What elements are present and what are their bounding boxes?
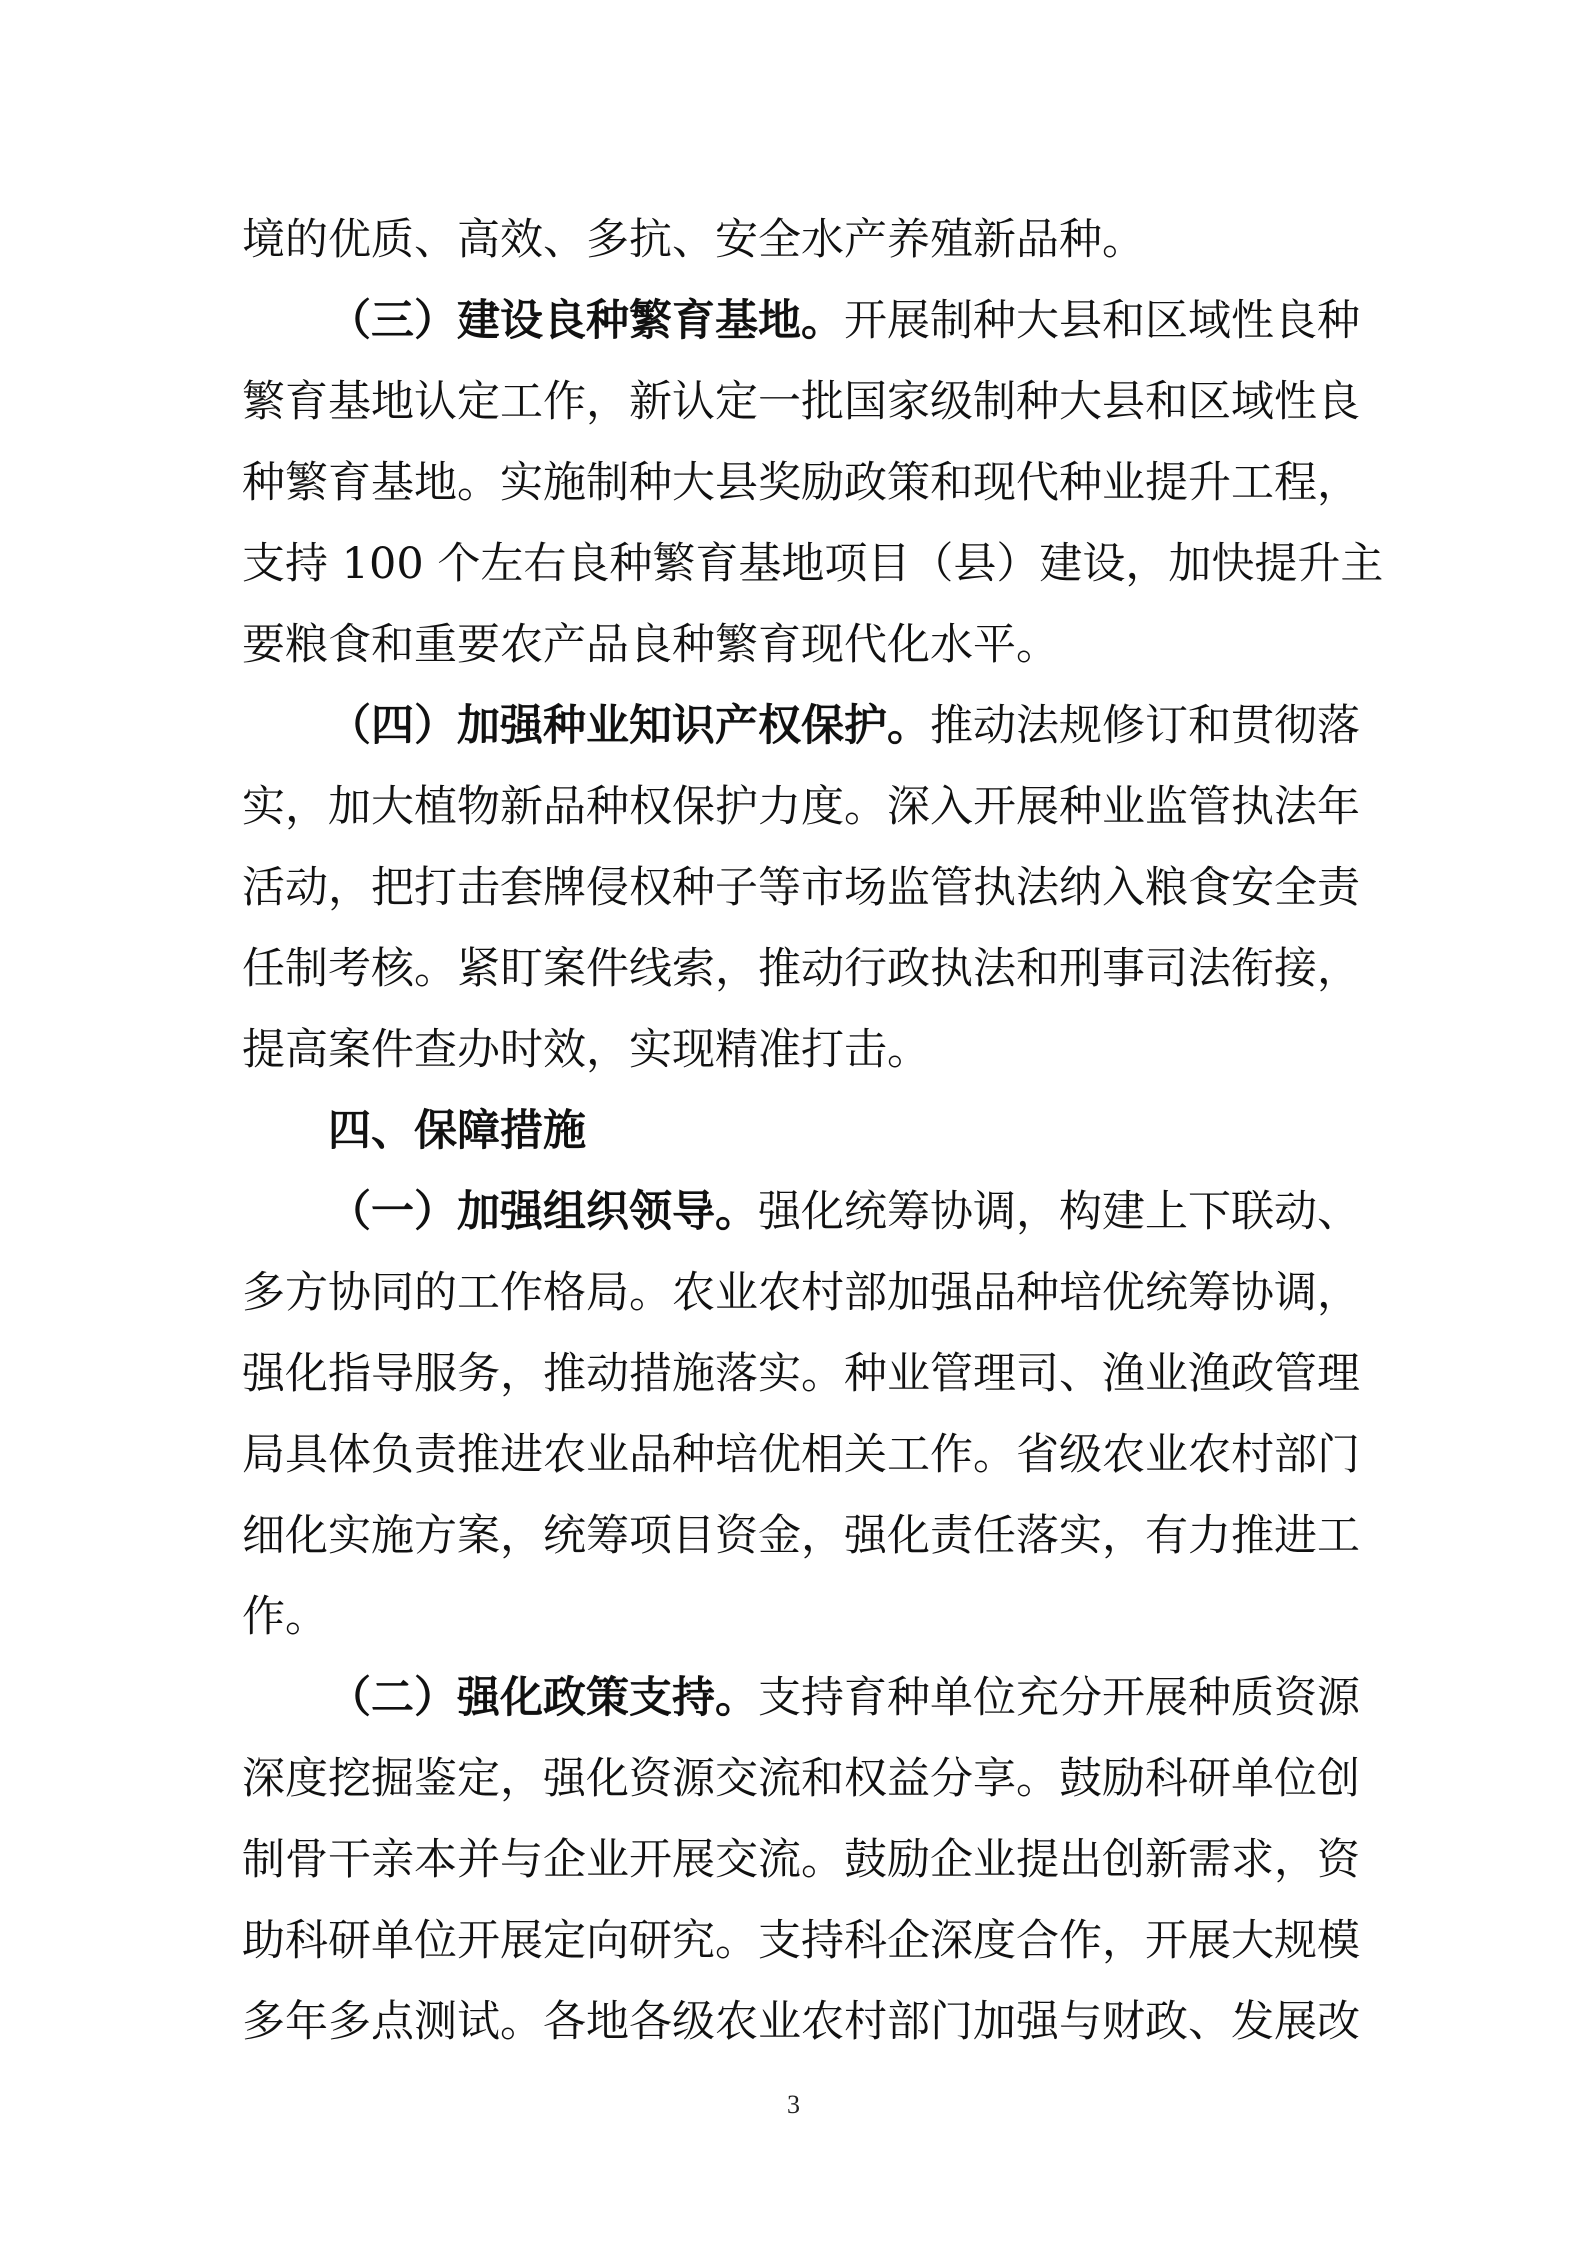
line-text: 细化实施方案，统筹项目资金，强化责任落实，有力推进工 <box>242 1511 1360 1561</box>
paragraph-line <box>242 1334 1360 1414</box>
paragraph-line <box>328 686 1360 766</box>
paragraph-line <box>242 605 1360 685</box>
line-text: 强化统筹协调，构建上下联动、 <box>758 1187 1360 1237</box>
paragraph-line <box>242 767 1360 847</box>
page-number: 3 <box>787 2090 800 2119</box>
paragraph-line <box>242 443 1360 523</box>
paragraph-line <box>328 1658 1360 1738</box>
line-text: 推动法规修订和贯彻落 <box>930 701 1360 751</box>
line-text: 开展制种大县和区域性良种 <box>844 296 1360 346</box>
line-text: 支持育种单位充分开展种质资源 <box>758 1673 1360 1723</box>
subheading-text: （四）加强种业知识产权保护。 <box>328 701 930 751</box>
line-text: 多年多点测试。各地各级农业农村部门加强与财政、发展改 <box>242 1997 1360 2047</box>
subheading-text: （三）建设良种繁育基地。 <box>328 296 844 346</box>
line-text: 多方协同的工作格局。农业农村部加强品种培优统筹协调， <box>242 1268 1360 1318</box>
line-text: 助科研单位开展定向研究。支持科企深度合作，开展大规模 <box>242 1916 1360 1966</box>
section-heading <box>328 1091 1360 1171</box>
paragraph-line <box>242 1577 1360 1657</box>
line-text: 要粮食和重要农产品良种繁育现代化水平。 <box>242 620 1059 670</box>
paragraph-line <box>242 1010 1360 1090</box>
line-text: 繁育基地认定工作，新认定一批国家级制种大县和区域性良 <box>242 377 1360 427</box>
line-text: 提高案件查办时效，实现精准打击。 <box>242 1025 930 1075</box>
subheading-text: （一）加强组织领导。 <box>328 1187 758 1237</box>
paragraph-line <box>328 1172 1360 1252</box>
paragraph-line <box>242 1820 1360 1900</box>
line-text: 活动，把打击套牌侵权种子等市场监管执法纳入粮食安全责 <box>242 863 1360 913</box>
section-heading-text: 四、保障措施 <box>328 1106 586 1156</box>
paragraph-line <box>242 1415 1360 1495</box>
line-text: 任制考核。紧盯案件线索，推动行政执法和刑事司法衔接， <box>242 944 1360 994</box>
subheading-text: （二）强化政策支持。 <box>328 1673 758 1723</box>
paragraph-line <box>242 1982 1360 2062</box>
paragraph-line <box>242 362 1360 442</box>
line-text: 强化指导服务，推动措施落实。种业管理司、渔业渔政管理 <box>242 1349 1360 1399</box>
line-text: 局具体负责推进农业品种培优相关工作。省级农业农村部门 <box>242 1430 1360 1480</box>
paragraph-line <box>328 281 1360 361</box>
line-text: 实，加大植物新品种权保护力度。深入开展种业监管执法年 <box>242 782 1360 832</box>
line-text: 作。 <box>242 1592 328 1642</box>
line-text: 深度挖掘鉴定，强化资源交流和权益分享。鼓励科研单位创 <box>242 1754 1360 1804</box>
paragraph-line <box>242 848 1360 928</box>
line-text: 支持 100 个左右良种繁育基地项目（县）建设，加快提升主 <box>242 539 1384 589</box>
line-text: 境的优质、高效、多抗、安全水产养殖新品种。 <box>242 215 1145 265</box>
paragraph-line <box>242 524 1384 604</box>
paragraph-line <box>242 1253 1360 1333</box>
paragraph-line <box>242 200 1360 280</box>
line-text: 制骨干亲本并与企业开展交流。鼓励企业提出创新需求，资 <box>242 1835 1360 1885</box>
paragraph-line <box>242 1901 1360 1981</box>
paragraph-line <box>242 1739 1360 1819</box>
paragraph-line <box>242 929 1360 1009</box>
paragraph-line <box>242 1496 1360 1576</box>
line-text: 种繁育基地。实施制种大县奖励政策和现代种业提升工程， <box>242 458 1360 508</box>
